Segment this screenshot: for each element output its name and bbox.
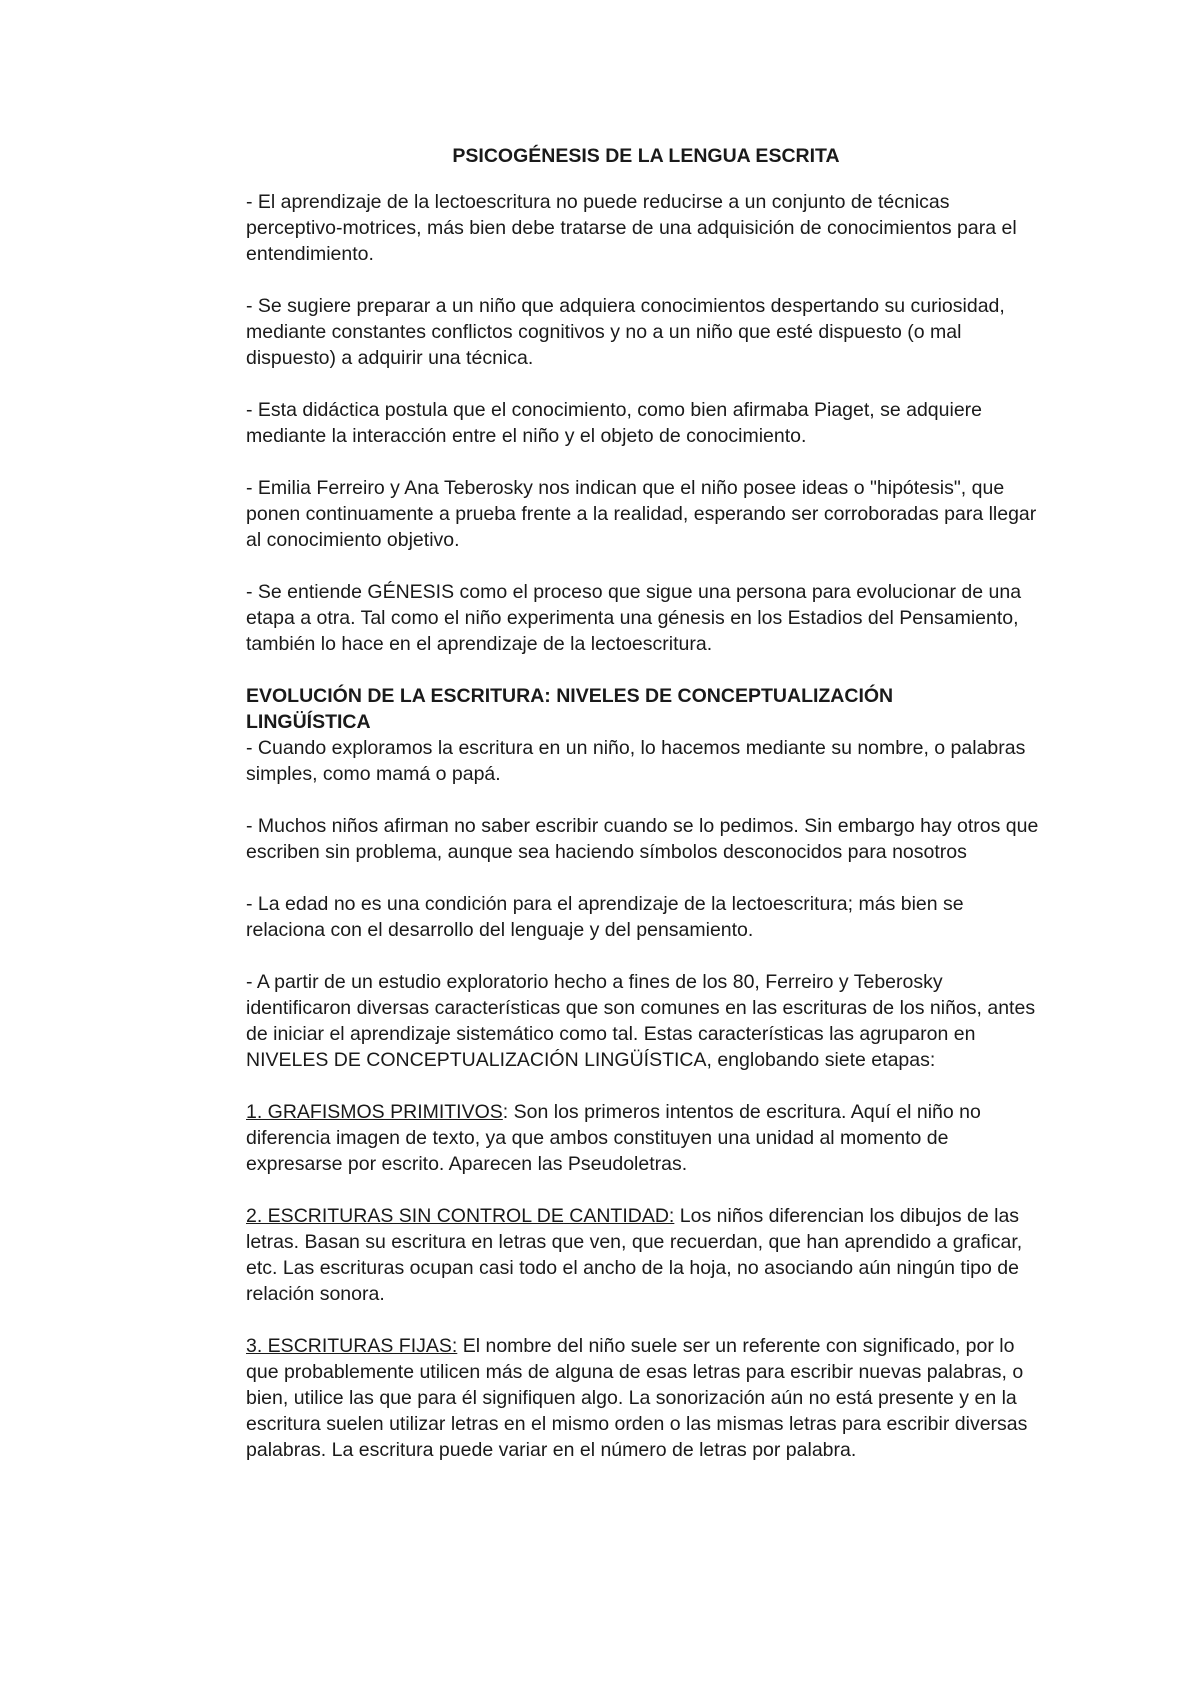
level-text-1: Son los primeros intentos de escritura. Aquí el niño no diferencia imagen de texto, ya que ambos constituyen una unidad al momento de expresarse por escrito. Aparecen las Pseudoletras. <box>246 1101 981 1175</box>
intro-paragraph-1: - El aprendizaje de la lectoescritura no puede reducirse a un conjunto de técnicas perceptivo-motrices, más bien debe tratarse de una adquisición de conocimientos para el entendimiento. <box>246 191 1017 265</box>
level-label-3: 3. ESCRITURAS FIJAS: <box>246 1335 458 1357</box>
section-heading: EVOLUCIÓN DE LA ESCRITURA: NIVELES DE CONCEPTUALIZACIÓN LINGÜÍSTICA <box>246 685 894 733</box>
document-page <box>246 143 1046 1489</box>
level-text-3: El nombre del niño suele ser un referente con significado, por lo que probablemente utilicen más de alguna de esas letras para escribir nuevas palabras, o bien, utilice las que para él signifiquen algo. La sonorización aún no está presente y en la escritura suelen utilizar letras en el mismo orden o las mismas letras para escribir diversas palabras. La escritura puede variar en el número de letras por palabra. <box>246 1335 1028 1461</box>
intro-paragraph-4: - Emilia Ferreiro y Ana Teberosky nos indican que el niño posee ideas o "hipótesis", que ponen continuamente a prueba frente a la realidad, esperando ser corroboradas para llegar al conocimiento objetivo. <box>246 477 1037 551</box>
level-separator-1: : <box>502 1101 509 1123</box>
level-label-1: 1. GRAFISMOS PRIMITIVOS <box>246 1101 503 1123</box>
section-paragraph-1: - Cuando exploramos la escritura en un niño, lo hacemos mediante su nombre, o palabras simples, como mamá o papá. <box>246 737 1026 785</box>
intro-paragraph-2: - Se sugiere preparar a un niño que adquiera conocimientos despertando su curiosidad, mediante constantes conflictos cognitivos y no a un niño que esté dispuesto (o mal dispuesto) a adquirir una técnica. <box>246 295 1005 369</box>
document-title: PSICOGÉNESIS DE LA LENGUA ESCRITA <box>452 145 840 167</box>
intro-paragraph-5: - Se entiende GÉNESIS como el proceso que sigue una persona para evolucionar de una etapa a otra. Tal como el niño experimenta una génesis en los Estadios del Pensamiento, también lo hace en el aprendizaje de la lectoescritura. <box>246 581 1022 655</box>
intro-paragraph-3: - Esta didáctica postula que el conocimiento, como bien afirmaba Piaget, se adquiere mediante la interacción entre el niño y el objeto de conocimiento. <box>246 399 983 447</box>
level-paragraph-2 <box>246 1203 1046 1307</box>
section-paragraph-3: - La edad no es una condición para el aprendizaje de la lectoescritura; más bien se relaciona con el desarrollo del lenguaje y del pensamiento. <box>246 893 964 941</box>
section-paragraph-4: - A partir de un estudio exploratorio hecho a fines de los 80, Ferreiro y Teberosky identificaron diversas características que son comunes en las escrituras de los niños, antes de iniciar el aprendizaje sistemático como tal. Estas características las agruparon en NIVELES DE CONCEPTUALIZACIÓN LINGÜÍSTICA, englobando siete etapas: <box>246 971 1036 1071</box>
section-paragraph-2: - Muchos niños afirman no saber escribir cuando se lo pedimos. Sin embargo hay otros que escriben sin problema, aunque sea haciendo símbolos desconocidos para nosotros <box>246 815 1039 863</box>
level-label-2: 2. ESCRITURAS SIN CONTROL DE CANTIDAD: <box>246 1205 675 1227</box>
level-text-2: Los niños diferencian los dibujos de las letras. Basan su escritura en letras que ven, que recuerdan, que han aprendido a graficar, etc. Las escrituras ocupan casi todo el ancho de la hoja, no asociando aún ningún tipo de relación sonora. <box>246 1205 1023 1305</box>
level-paragraph-1 <box>246 1099 1046 1177</box>
level-paragraph-3 <box>246 1333 1046 1463</box>
